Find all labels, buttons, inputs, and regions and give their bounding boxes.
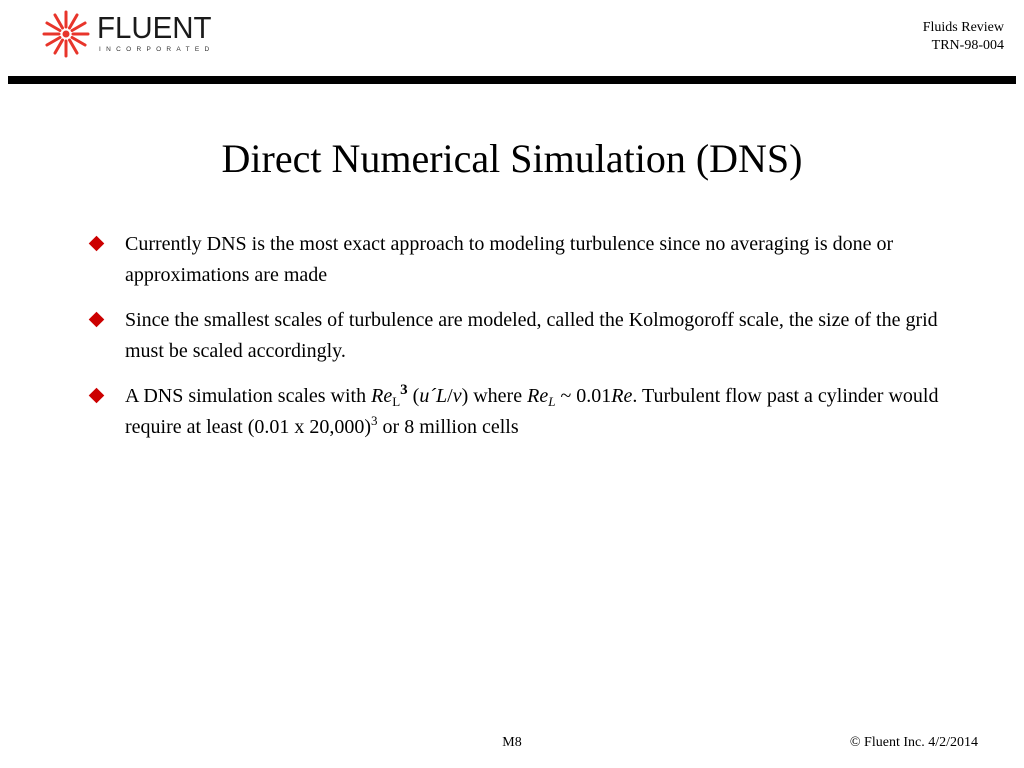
velocity-length-symbol: u´L: [419, 385, 448, 407]
header-doc-id: TRN-98-004: [931, 38, 1004, 53]
bullet-text: A DNS simulation scales with $Re_L^3$ (u´L/ν) where $Re_L$ ~ 0.01Re. Turbulent flow past a cylinder would require at least (0.01 x 20,000)$^3$ or 8 million cells: [125, 382, 939, 438]
starburst-ray: [55, 15, 63, 28]
fluent-logo: [42, 10, 232, 58]
starburst-ray: [70, 40, 78, 53]
diamond-bullet-icon: [89, 236, 105, 252]
reynolds-symbol: Re: [371, 385, 393, 407]
starburst-ray: [72, 23, 85, 31]
header-rule: [8, 76, 1016, 84]
diamond-bullet-icon: [89, 312, 105, 328]
bullet-item: [88, 229, 948, 291]
copyright-notice: © Fluent Inc. 4/2/2014: [849, 735, 978, 750]
starburst-ray: [72, 38, 85, 46]
starburst-ray: [47, 38, 60, 46]
viscosity-symbol: ν: [452, 385, 462, 407]
slide-title: Direct Numerical Simulation (DNS): [221, 136, 803, 181]
diamond-bullet-icon: [89, 388, 105, 404]
bullet-item: [88, 381, 948, 443]
bullet-text: Currently DNS is the most exact approach to modeling turbulence since no averaging is done or approximations are made: [125, 233, 894, 286]
bullet-list: [88, 229, 948, 457]
page-number: M8: [502, 735, 522, 750]
starburst-ray: [47, 23, 60, 31]
starburst-ray: [70, 15, 78, 28]
logo-wordmark: FLUENT: [97, 10, 212, 45]
logo-tagline: INCORPORATED: [99, 46, 215, 53]
starburst-icon: [42, 10, 90, 58]
bullet-item: [88, 305, 948, 367]
bullet-text: Since the smallest scales of turbulence are modeled, called the Kolmogoroff scale, the size of the grid must be scaled accordingly.: [125, 309, 938, 362]
starburst-ray: [55, 40, 63, 53]
header-info: [923, 19, 1004, 55]
header-course: Fluids Review: [922, 20, 1004, 35]
